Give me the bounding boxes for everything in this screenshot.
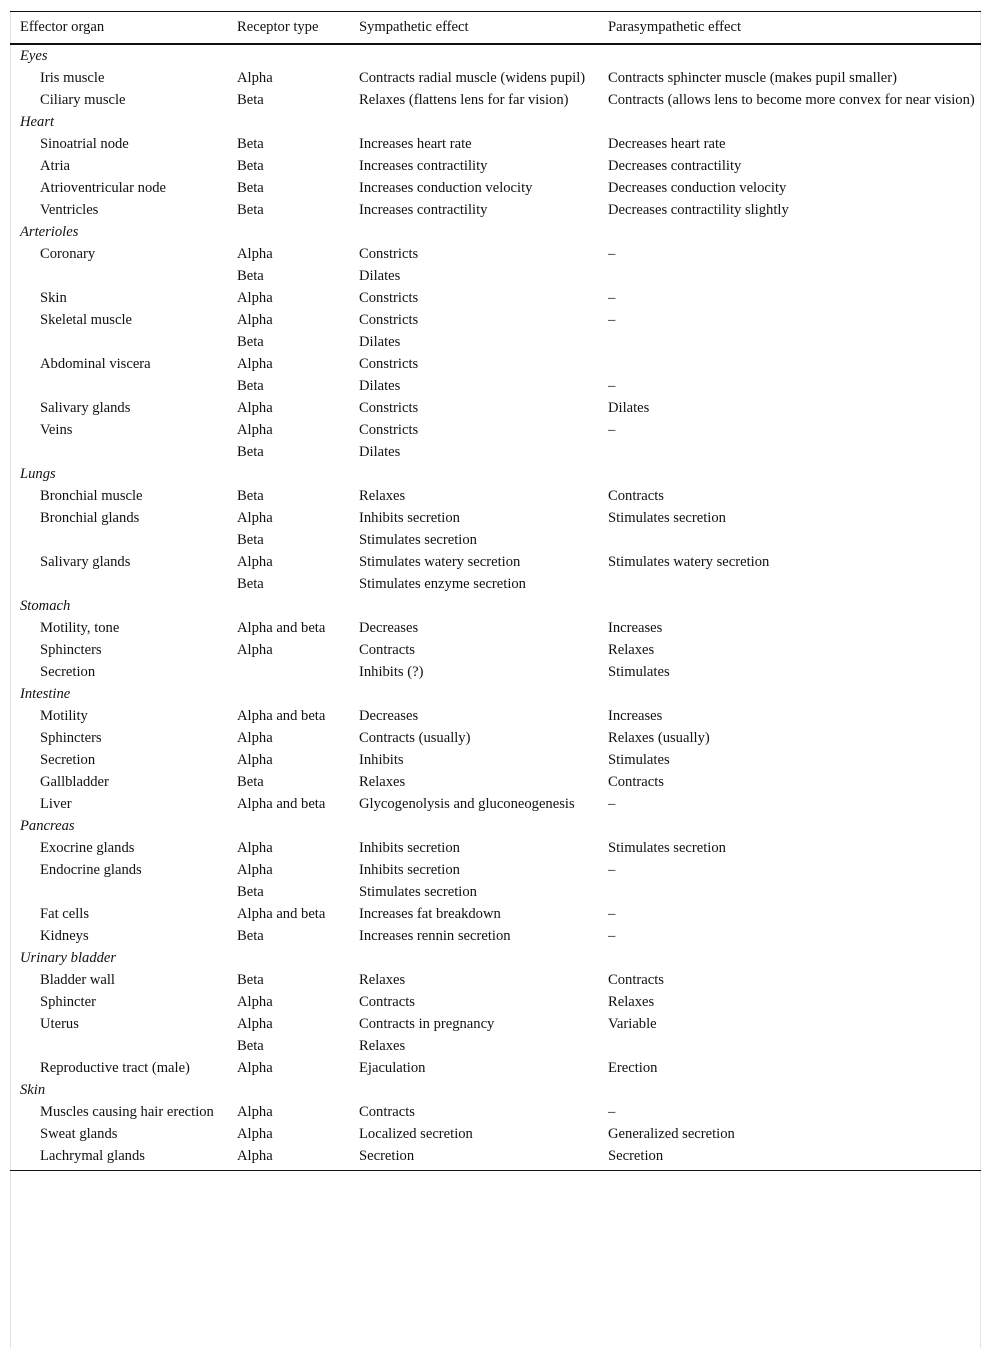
group-header-row bbox=[10, 463, 981, 485]
receptor-type-cell: Alpha bbox=[237, 510, 273, 526]
effector-organ-cell bbox=[10, 507, 227, 529]
sympathetic-effect-cell: Contracts bbox=[359, 1104, 415, 1120]
parasympathetic-effect-cell: Stimulates watery secretion bbox=[608, 554, 770, 570]
sympathetic-effect-cell: Secretion bbox=[349, 1145, 598, 1171]
receptor-type-cell bbox=[227, 661, 349, 683]
receptor-type-cell: Alpha bbox=[237, 422, 273, 438]
receptor-type-cell: Alpha bbox=[237, 70, 273, 86]
organ-name: Lachrymal glands bbox=[40, 1148, 145, 1164]
sympathetic-effect-cell: Decreases bbox=[359, 620, 419, 636]
sympathetic-effect-cell: Contracts bbox=[359, 994, 415, 1010]
table-row bbox=[10, 881, 981, 903]
sympathetic-effect-cell: Constricts bbox=[359, 400, 419, 416]
header-sympathetic-effect: Sympathetic effect bbox=[349, 12, 598, 45]
receptor-type-cell: Beta bbox=[237, 884, 264, 900]
effector-organ-cell bbox=[10, 243, 227, 265]
parasympathetic-effect-cell: – bbox=[608, 906, 616, 922]
organ-name: Liver bbox=[40, 796, 72, 812]
parasympathetic-effect-cell: Increases bbox=[608, 620, 663, 636]
group-header-row bbox=[10, 815, 981, 837]
effector-organ-cell bbox=[10, 155, 227, 177]
effector-organ-cell bbox=[10, 1101, 227, 1123]
sympathetic-effect-cell: Constricts bbox=[359, 312, 419, 328]
group-header-row bbox=[10, 1079, 981, 1101]
receptor-type-cell: Beta bbox=[237, 136, 264, 152]
table-row bbox=[10, 573, 981, 595]
receptor-type-cell: Beta bbox=[237, 576, 264, 592]
sympathetic-effect-cell: Increases rennin secretion bbox=[359, 928, 511, 944]
sympathetic-effect-cell: Dilates bbox=[359, 334, 401, 350]
receptor-type-cell: Alpha bbox=[237, 290, 273, 306]
table-row bbox=[10, 749, 981, 771]
organ-name: Iris muscle bbox=[40, 70, 105, 86]
table-row bbox=[10, 837, 981, 859]
effector-organ-cell bbox=[10, 1013, 227, 1035]
table-row bbox=[10, 529, 981, 551]
table-row bbox=[10, 309, 981, 331]
effector-organ-cell bbox=[10, 617, 227, 639]
group-label: Intestine bbox=[20, 686, 71, 702]
table-row bbox=[10, 199, 981, 221]
receptor-type-cell: Alpha bbox=[237, 554, 273, 570]
receptor-type-cell: Beta bbox=[237, 972, 264, 988]
organ-name: Veins bbox=[40, 422, 73, 438]
organ-name: Ciliary muscle bbox=[40, 92, 126, 108]
sympathetic-effect-cell: Glycogenolysis and gluconeogenesis bbox=[359, 796, 575, 812]
sympathetic-effect-cell: Dilates bbox=[359, 268, 401, 284]
organ-name: Secretion bbox=[40, 752, 96, 768]
sympathetic-effect-cell: Stimulates secretion bbox=[359, 884, 477, 900]
group-label: Skin bbox=[20, 1082, 46, 1098]
effector-organ-cell bbox=[10, 67, 227, 89]
effector-organ-cell bbox=[10, 749, 227, 771]
organ-name: Motility, tone bbox=[40, 620, 120, 636]
organ-name: Sinoatrial node bbox=[40, 136, 129, 152]
effector-organ-cell bbox=[10, 485, 227, 507]
group-header-row bbox=[10, 595, 981, 617]
organ-name: Coronary bbox=[40, 246, 96, 262]
receptor-type-cell: Beta bbox=[237, 158, 264, 174]
effector-organ-cell bbox=[10, 331, 227, 353]
organ-name: Bronchial muscle bbox=[40, 488, 143, 504]
organ-name: Sweat glands bbox=[40, 1126, 118, 1142]
effector-organ-cell bbox=[10, 309, 227, 331]
effector-organ-cell bbox=[10, 1035, 227, 1057]
table-row bbox=[10, 969, 981, 991]
parasympathetic-effect-cell: Generalized secretion bbox=[608, 1126, 735, 1142]
sympathetic-effect-cell: Constricts bbox=[359, 246, 419, 262]
effector-organ-cell bbox=[10, 265, 227, 287]
group-label: Lungs bbox=[20, 466, 56, 482]
parasympathetic-effect-cell: Increases bbox=[608, 708, 663, 724]
effector-organ-cell bbox=[10, 573, 227, 595]
effector-organ-cell bbox=[10, 375, 227, 397]
effector-organ-cell bbox=[10, 793, 227, 815]
receptor-type-cell: Alpha and beta bbox=[237, 620, 326, 636]
organ-name: Sphincter bbox=[40, 994, 96, 1010]
effector-organ-cell bbox=[10, 661, 227, 683]
table-row bbox=[10, 727, 981, 749]
receptor-type-cell: Beta bbox=[237, 774, 264, 790]
effector-organ-cell bbox=[10, 89, 227, 111]
table-row bbox=[10, 1057, 981, 1079]
parasympathetic-effect-cell: – bbox=[608, 422, 616, 438]
receptor-type-cell: Alpha bbox=[237, 730, 273, 746]
table-row bbox=[10, 353, 981, 375]
sympathetic-effect-cell: Stimulates enzyme secretion bbox=[359, 576, 526, 592]
effector-organ-cell bbox=[10, 441, 227, 463]
organ-name bbox=[20, 334, 40, 350]
organ-name: Uterus bbox=[40, 1016, 79, 1032]
organ-name bbox=[20, 378, 40, 394]
parasympathetic-effect-cell bbox=[598, 529, 981, 551]
parasympathetic-effect-cell: Contracts bbox=[608, 488, 664, 504]
receptor-type-cell: Alpha bbox=[237, 312, 273, 328]
receptor-type-cell: Alpha bbox=[237, 1126, 273, 1142]
effector-organ-cell bbox=[10, 859, 227, 881]
receptor-type-cell: Beta bbox=[237, 928, 264, 944]
receptor-type-cell: Alpha and beta bbox=[237, 906, 326, 922]
sympathetic-effect-cell: Increases fat breakdown bbox=[359, 906, 501, 922]
effector-organ-cell bbox=[10, 727, 227, 749]
parasympathetic-effect-cell: Contracts bbox=[608, 972, 664, 988]
sympathetic-effect-cell: Dilates bbox=[359, 378, 401, 394]
receptor-type-cell: Beta bbox=[237, 180, 264, 196]
table-row bbox=[10, 507, 981, 529]
receptor-type-cell: Alpha bbox=[237, 246, 273, 262]
parasympathetic-effect-cell bbox=[598, 573, 981, 595]
group-header-row bbox=[10, 221, 981, 243]
organ-name: Endocrine glands bbox=[40, 862, 142, 878]
header-parasympathetic-effect: Parasympathetic effect bbox=[598, 12, 981, 45]
parasympathetic-effect-cell: Contracts bbox=[608, 774, 664, 790]
table-row bbox=[10, 177, 981, 199]
effector-organ-cell bbox=[10, 639, 227, 661]
effector-organ-cell bbox=[10, 133, 227, 155]
sympathetic-effect-cell: Stimulates watery secretion bbox=[359, 554, 521, 570]
sympathetic-effect-cell: Relaxes (flattens lens for far vision) bbox=[359, 92, 569, 108]
receptor-type-cell: Alpha bbox=[237, 642, 273, 658]
parasympathetic-effect-cell: Relaxes bbox=[608, 994, 655, 1010]
autonomic-effects-table bbox=[10, 11, 981, 1171]
receptor-type-cell: Beta bbox=[237, 202, 264, 218]
table-row bbox=[10, 243, 981, 265]
group-header-row bbox=[10, 111, 981, 133]
parasympathetic-effect-cell bbox=[598, 353, 981, 375]
effector-organ-cell bbox=[10, 991, 227, 1013]
table-row bbox=[10, 485, 981, 507]
organ-name: Bladder wall bbox=[40, 972, 115, 988]
group-label: Pancreas bbox=[20, 818, 75, 834]
receptor-type-cell: Beta bbox=[237, 378, 264, 394]
parasympathetic-effect-cell bbox=[598, 265, 981, 287]
table-row bbox=[10, 89, 981, 111]
effector-organ-cell bbox=[10, 529, 227, 551]
sympathetic-effect-cell: Relaxes bbox=[359, 972, 406, 988]
table-row bbox=[10, 705, 981, 727]
effector-organ-cell bbox=[10, 177, 227, 199]
effector-organ-cell bbox=[10, 925, 227, 947]
organ-name: Fat cells bbox=[40, 906, 90, 922]
parasympathetic-effect-cell: Contracts (allows lens to become more convex for near vision) bbox=[608, 92, 975, 108]
table-row bbox=[10, 397, 981, 419]
receptor-type-cell: Alpha bbox=[237, 994, 273, 1010]
organ-name bbox=[20, 444, 40, 460]
effector-organ-cell bbox=[10, 969, 227, 991]
organ-name: Salivary glands bbox=[40, 554, 131, 570]
sympathetic-effect-cell: Contracts (usually) bbox=[359, 730, 471, 746]
sympathetic-effect-cell: Increases conduction velocity bbox=[359, 180, 533, 196]
sympathetic-effect-cell: Constricts bbox=[359, 422, 419, 438]
effector-organ-cell bbox=[10, 419, 227, 441]
organ-name: Secretion bbox=[40, 664, 96, 680]
organ-name: Bronchial glands bbox=[40, 510, 140, 526]
organ-name: Kidneys bbox=[40, 928, 89, 944]
effector-organ-cell bbox=[10, 1123, 227, 1145]
table-row bbox=[10, 661, 981, 683]
sympathetic-effect-cell: Relaxes bbox=[359, 488, 406, 504]
organ-name bbox=[20, 532, 40, 548]
parasympathetic-effect-cell bbox=[598, 1035, 981, 1057]
parasympathetic-effect-cell: – bbox=[608, 378, 616, 394]
organ-name: Exocrine glands bbox=[40, 840, 135, 856]
parasympathetic-effect-cell: – bbox=[608, 1104, 616, 1120]
receptor-type-cell: Beta bbox=[237, 1038, 264, 1054]
receptor-type-cell: Beta bbox=[237, 532, 264, 548]
organ-name: Reproductive tract (male) bbox=[40, 1060, 190, 1076]
organ-name: Ventricles bbox=[40, 202, 99, 218]
organ-name bbox=[20, 576, 40, 592]
sympathetic-effect-cell: Constricts bbox=[359, 290, 419, 306]
sympathetic-effect-cell: Stimulates secretion bbox=[359, 532, 477, 548]
parasympathetic-effect-cell bbox=[598, 441, 981, 463]
organ-name bbox=[20, 268, 40, 284]
table-row bbox=[10, 991, 981, 1013]
sympathetic-effect-cell: Constricts bbox=[359, 356, 419, 372]
receptor-type-cell: Alpha bbox=[237, 840, 273, 856]
sympathetic-effect-cell: Inhibits bbox=[359, 752, 404, 768]
sympathetic-effect-cell: Contracts radial muscle (widens pupil) bbox=[359, 70, 586, 86]
organ-name: Sphincters bbox=[40, 642, 102, 658]
effector-organ-cell bbox=[10, 771, 227, 793]
effector-organ-cell bbox=[10, 199, 227, 221]
receptor-type-cell: Alpha bbox=[227, 1145, 349, 1171]
receptor-type-cell: Beta bbox=[237, 92, 264, 108]
parasympathetic-effect-cell: Decreases conduction velocity bbox=[608, 180, 787, 196]
receptor-type-cell: Beta bbox=[237, 444, 264, 460]
header-effector-organ: Effector organ bbox=[10, 12, 227, 45]
sympathetic-effect-cell: Inhibits secretion bbox=[359, 862, 460, 878]
table-row bbox=[10, 419, 981, 441]
header-receptor-type: Receptor type bbox=[227, 12, 349, 45]
sympathetic-effect-cell: Increases heart rate bbox=[359, 136, 472, 152]
sympathetic-effect-cell: Ejaculation bbox=[359, 1060, 426, 1076]
effector-organ-cell bbox=[10, 1057, 227, 1079]
sympathetic-effect-cell: Contracts in pregnancy bbox=[359, 1016, 495, 1032]
organ-name: Abdominal viscera bbox=[40, 356, 151, 372]
table-row bbox=[10, 375, 981, 397]
parasympathetic-effect-cell: Stimulates secretion bbox=[608, 510, 726, 526]
table-row bbox=[10, 903, 981, 925]
effector-organ-cell bbox=[10, 705, 227, 727]
parasympathetic-effect-cell: – bbox=[608, 246, 616, 262]
parasympathetic-effect-cell: Erection bbox=[608, 1060, 658, 1076]
table-row bbox=[10, 1101, 981, 1123]
sympathetic-effect-cell: Relaxes bbox=[359, 774, 406, 790]
sympathetic-effect-cell: Increases contractility bbox=[359, 158, 488, 174]
parasympathetic-effect-cell: – bbox=[608, 290, 616, 306]
table-row bbox=[10, 617, 981, 639]
effector-organ-cell bbox=[10, 287, 227, 309]
receptor-type-cell: Alpha bbox=[237, 356, 273, 372]
parasympathetic-effect-cell: Relaxes (usually) bbox=[608, 730, 710, 746]
parasympathetic-effect-cell bbox=[598, 881, 981, 903]
table-body bbox=[10, 44, 981, 1171]
effector-organ-cell bbox=[10, 837, 227, 859]
group-header-row bbox=[10, 947, 981, 969]
table-row bbox=[10, 67, 981, 89]
sympathetic-effect-cell: Inhibits secretion bbox=[359, 510, 460, 526]
receptor-type-cell: Beta bbox=[237, 488, 264, 504]
table-row bbox=[10, 265, 981, 287]
receptor-type-cell: Alpha and beta bbox=[237, 708, 326, 724]
sympathetic-effect-cell: Decreases bbox=[359, 708, 419, 724]
organ-name: Atrioventricular node bbox=[40, 180, 167, 196]
parasympathetic-effect-cell: Variable bbox=[608, 1016, 657, 1032]
parasympathetic-effect-cell: Dilates bbox=[608, 400, 650, 416]
parasympathetic-effect-cell: Secretion bbox=[598, 1145, 981, 1171]
sympathetic-effect-cell: Inhibits (?) bbox=[359, 664, 424, 680]
effector-organ-cell bbox=[10, 903, 227, 925]
sympathetic-effect-cell: Localized secretion bbox=[359, 1126, 473, 1142]
table-row bbox=[10, 1013, 981, 1035]
receptor-type-cell: Alpha bbox=[237, 1016, 273, 1032]
table-row bbox=[10, 441, 981, 463]
sympathetic-effect-cell: Contracts bbox=[359, 642, 415, 658]
group-label: Stomach bbox=[20, 598, 71, 614]
receptor-type-cell: Alpha bbox=[237, 752, 273, 768]
parasympathetic-effect-cell: Decreases contractility slightly bbox=[608, 202, 789, 218]
table-row bbox=[10, 1123, 981, 1145]
group-label: Urinary bladder bbox=[20, 950, 117, 966]
organ-name: Motility bbox=[40, 708, 88, 724]
receptor-type-cell: Alpha bbox=[237, 1104, 273, 1120]
receptor-type-cell: Alpha bbox=[237, 400, 273, 416]
sympathetic-effect-cell: Increases contractility bbox=[359, 202, 488, 218]
receptor-type-cell: Alpha bbox=[237, 862, 273, 878]
effector-organ-cell bbox=[10, 551, 227, 573]
receptor-type-cell: Beta bbox=[237, 334, 264, 350]
table-row bbox=[10, 551, 981, 573]
sympathetic-effect-cell: Inhibits secretion bbox=[359, 840, 460, 856]
parasympathetic-effect-cell: Decreases heart rate bbox=[608, 136, 726, 152]
parasympathetic-effect-cell: Decreases contractility bbox=[608, 158, 742, 174]
organ-name: Muscles causing hair erection bbox=[40, 1104, 214, 1120]
effector-organ-cell bbox=[10, 397, 227, 419]
table-row bbox=[10, 859, 981, 881]
organ-name: Skin bbox=[40, 290, 67, 306]
parasympathetic-effect-cell: – bbox=[608, 862, 616, 878]
table-row bbox=[10, 1145, 981, 1171]
parasympathetic-effect-cell: Stimulates secretion bbox=[608, 840, 726, 856]
parasympathetic-effect-cell: Contracts sphincter muscle (makes pupil smaller) bbox=[608, 70, 897, 86]
group-label: Heart bbox=[20, 114, 55, 130]
table-row bbox=[10, 287, 981, 309]
table-header bbox=[10, 12, 981, 45]
group-header-row bbox=[10, 44, 981, 67]
table-row bbox=[10, 925, 981, 947]
organ-name: Sphincters bbox=[40, 730, 102, 746]
parasympathetic-effect-cell: Stimulates bbox=[608, 752, 670, 768]
parasympathetic-effect-cell bbox=[598, 331, 981, 353]
receptor-type-cell: Beta bbox=[237, 268, 264, 284]
effector-organ-cell bbox=[10, 353, 227, 375]
parasympathetic-effect-cell: Stimulates bbox=[608, 664, 670, 680]
table-row bbox=[10, 331, 981, 353]
parasympathetic-effect-cell: Relaxes bbox=[608, 642, 655, 658]
header-row bbox=[10, 12, 981, 45]
table-row bbox=[10, 639, 981, 661]
receptor-type-cell: Alpha and beta bbox=[237, 796, 326, 812]
receptor-type-cell: Alpha bbox=[237, 1060, 273, 1076]
table-row bbox=[10, 133, 981, 155]
table-row bbox=[10, 771, 981, 793]
effector-organ-cell bbox=[10, 1145, 227, 1171]
group-header-row bbox=[10, 683, 981, 705]
parasympathetic-effect-cell: – bbox=[608, 796, 616, 812]
parasympathetic-effect-cell: – bbox=[608, 928, 616, 944]
organ-name: Atria bbox=[40, 158, 70, 174]
organ-name: Skeletal muscle bbox=[40, 312, 132, 328]
effector-organ-cell bbox=[10, 881, 227, 903]
table-row bbox=[10, 1035, 981, 1057]
group-label: Eyes bbox=[20, 48, 48, 64]
organ-name: Salivary glands bbox=[40, 400, 131, 416]
sympathetic-effect-cell: Relaxes bbox=[359, 1038, 406, 1054]
group-label: Arterioles bbox=[20, 224, 79, 240]
organ-name bbox=[20, 1038, 40, 1054]
table-row bbox=[10, 793, 981, 815]
sympathetic-effect-cell: Dilates bbox=[359, 444, 401, 460]
organ-name bbox=[20, 884, 40, 900]
table-row bbox=[10, 155, 981, 177]
parasympathetic-effect-cell: – bbox=[608, 312, 616, 328]
organ-name: Gallbladder bbox=[40, 774, 109, 790]
